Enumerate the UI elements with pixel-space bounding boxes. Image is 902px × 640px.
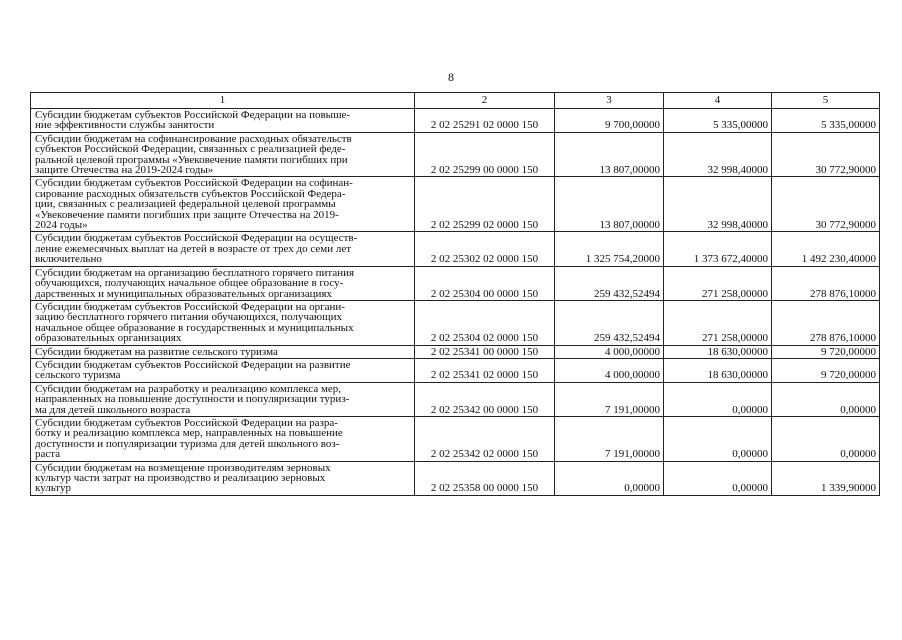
row-name-cell: Субсидии бюджетам субъектов Российской Федерации на разра- ботку и реализацию комплекса мер, направленных на повышение доступности и популяризации туризма для детей школьного воз- раста [31, 416, 415, 461]
page-number: 8 [448, 70, 454, 84]
row-name-cell: Субсидии бюджетам субъектов Российской Федерации на осуществ- ление ежемесячных выплат на детей в возрасте от трех до семи лет включительно [31, 232, 415, 266]
budget-table [30, 92, 880, 496]
row-code-cell: 2 02 25341 00 0000 150 [415, 345, 555, 358]
column-header-1: 1 [31, 93, 415, 109]
row-value-col5-cell: 0,00000 [772, 382, 880, 416]
row-code-cell: 2 02 25304 00 0000 150 [415, 266, 555, 300]
row-value-col5-cell: 278 876,10000 [772, 266, 880, 300]
row-name-cell: Субсидии бюджетам субъектов Российской Федерации на органи- зацию бесплатного горячего питания обучающихся, получающих начальное общее образование в государственных и муниципальных образовательных организациях [31, 300, 415, 345]
row-code-cell: 2 02 25342 00 0000 150 [415, 382, 555, 416]
table-row [31, 345, 880, 358]
row-value-col4-cell: 1 373 672,40000 [664, 232, 772, 266]
row-value-col3-cell: 7 191,00000 [555, 382, 664, 416]
row-value-col4-cell: 271 258,00000 [664, 300, 772, 345]
row-code-cell: 2 02 25302 02 0000 150 [415, 232, 555, 266]
column-header-2: 2 [415, 93, 555, 109]
row-name-cell: Субсидии бюджетам на возмещение производителям зерновых культур части затрат на производство и реализацию зерновых культур [31, 461, 415, 495]
row-value-col5-cell: 1 492 230,40000 [772, 232, 880, 266]
row-value-col4-cell: 5 335,00000 [664, 109, 772, 133]
row-code-cell: 2 02 25304 02 0000 150 [415, 300, 555, 345]
row-value-col3-cell: 13 807,00000 [555, 132, 664, 177]
row-value-col5-cell: 9 720,00000 [772, 358, 880, 382]
row-value-col5-cell: 5 335,00000 [772, 109, 880, 133]
table-row [31, 358, 880, 382]
row-code-cell: 2 02 25299 02 0000 150 [415, 177, 555, 232]
row-name-cell: Субсидии бюджетам на софинансирование расходных обязательств субъектов Российской Федерации, связанных с реализацией феде- ральной целевой программы «Увековечение памяти погибших при защите Отечества на 2019-2024 годы» [31, 132, 415, 177]
row-code-cell: 2 02 25358 00 0000 150 [415, 461, 555, 495]
row-value-col3-cell: 259 432,52494 [555, 266, 664, 300]
row-value-col3-cell: 4 000,00000 [555, 358, 664, 382]
row-value-col3-cell: 9 700,00000 [555, 109, 664, 133]
row-value-col5-cell: 0,00000 [772, 416, 880, 461]
row-value-col4-cell: 32 998,40000 [664, 177, 772, 232]
row-value-col3-cell: 4 000,00000 [555, 345, 664, 358]
table-row [31, 109, 880, 133]
row-value-col5-cell: 30 772,90000 [772, 132, 880, 177]
row-value-col4-cell: 18 630,00000 [664, 358, 772, 382]
row-code-cell: 2 02 25342 02 0000 150 [415, 416, 555, 461]
row-code-cell: 2 02 25291 02 0000 150 [415, 109, 555, 133]
row-value-col3-cell: 0,00000 [555, 461, 664, 495]
row-value-col4-cell: 0,00000 [664, 461, 772, 495]
row-value-col4-cell: 32 998,40000 [664, 132, 772, 177]
table-row [31, 416, 880, 461]
row-value-col4-cell: 0,00000 [664, 416, 772, 461]
column-header-4: 4 [664, 93, 772, 109]
row-name-cell: Субсидии бюджетам на развитие сельского туризма [31, 345, 415, 358]
column-header-3: 3 [555, 93, 664, 109]
table-row [31, 266, 880, 300]
row-value-col5-cell: 30 772,90000 [772, 177, 880, 232]
table-row [31, 177, 880, 232]
row-name-cell: Субсидии бюджетам субъектов Российской Федерации на развитие сельского туризма [31, 358, 415, 382]
column-header-5: 5 [772, 93, 880, 109]
row-value-col3-cell: 7 191,00000 [555, 416, 664, 461]
row-value-col5-cell: 1 339,90000 [772, 461, 880, 495]
table-row [31, 132, 880, 177]
table-row [31, 232, 880, 266]
row-name-cell: Субсидии бюджетам на организацию бесплатного горячего питания обучающихся, получающих начальное общее образование в госу- дарственных и муниципальных образовательных организациях [31, 266, 415, 300]
table-row [31, 300, 880, 345]
row-name-cell: Субсидии бюджетам субъектов Российской Федерации на софинан- сирование расходных обязательств субъектов Российской Федера- ции, связанных с реализацией федеральной целевой программы «Увековечение памяти погибших при защите Отечества на 2019- 2024 годы» [31, 177, 415, 232]
row-value-col4-cell: 0,00000 [664, 382, 772, 416]
row-value-col5-cell: 9 720,00000 [772, 345, 880, 358]
table-row [31, 382, 880, 416]
row-value-col5-cell: 278 876,10000 [772, 300, 880, 345]
table-row [31, 461, 880, 495]
row-name-cell: Субсидии бюджетам на разработку и реализацию комплекса мер, направленных на повышение доступности и популяризации туриз- ма для детей школьного возраста [31, 382, 415, 416]
row-code-cell: 2 02 25299 00 0000 150 [415, 132, 555, 177]
row-value-col4-cell: 271 258,00000 [664, 266, 772, 300]
row-code-cell: 2 02 25341 02 0000 150 [415, 358, 555, 382]
table-header-row [31, 93, 880, 109]
row-value-col3-cell: 259 432,52494 [555, 300, 664, 345]
table-body [31, 109, 880, 496]
row-value-col3-cell: 13 807,00000 [555, 177, 664, 232]
row-name-cell: Субсидии бюджетам субъектов Российской Федерации на повыше- ние эффективности службы занятости [31, 109, 415, 133]
row-value-col3-cell: 1 325 754,20000 [555, 232, 664, 266]
row-value-col4-cell: 18 630,00000 [664, 345, 772, 358]
